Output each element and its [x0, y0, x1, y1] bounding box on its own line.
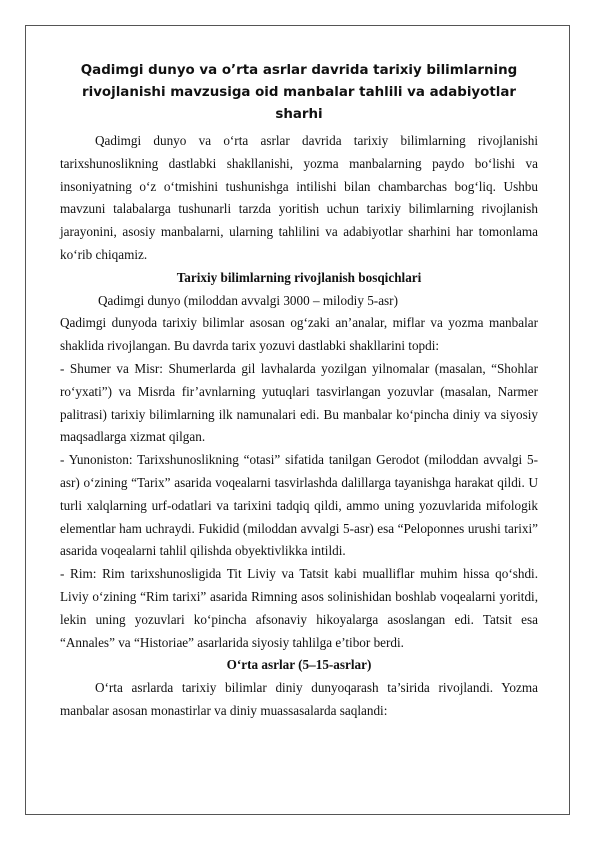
medieval-paragraph: O‘rta asrlarda tarixiy bilimlar diniy dunyoqarash ta’sirida rivojlandi. Yozma manbalar asosan monastirlar va diniy muassasalarda saqlandi:	[60, 680, 538, 718]
intro-paragraph: Qadimgi dunyo va o‘rta asrlar davrida tarixiy bilimlarning rivojlanishi tarixshunoslikning dastlabki shakllanishi, yozma manbalarning paydo bo‘lishi va insoniyatning o‘z o‘tmishini tushunishga intilishi bilan chambarchas bog‘liq. Ushbu mavzuni talabalarga tushunarli tarzda yoritish uchun tarixiy bilimlarning rivojlanish jarayonini, asosiy manbalarni, ularning tahlilini va adabiyotlar sharhini har tomonlama ko‘rib chiqamiz.	[60, 133, 538, 262]
ancient-period-subheading: Qadimgi dunyo (miloddan avvalgi 3000 – milodiy 5-asr)	[98, 292, 398, 308]
section-heading-medieval: O‘rta asrlar (5–15-asrlar)	[226, 657, 372, 673]
sumer-egypt-paragraph: - Shumer va Misr: Shumerlarda gil lavhalarda yozilgan yilnomalar (masalan, “Shohlar ro‘yxati”) va Misrda fir’avnlarning yutuqlari tasvirlangan yozuvlar (masalan, Narmer palitrasi) tarixiy bilimlarning ilk namunalari edi. Bu manbalar ko‘pincha diniy va siyosiy maqsadlarga xizmat qilgan.	[60, 360, 538, 445]
rome-paragraph: - Rim: Rim tarixshunosligida Tit Liviy va Tatsit kabi mualliflar muhim hissa qo‘shdi. Liviy o‘zining “Rim tarixi” asarida Rimning asos solinishidan boshlab voqealarni yoritdi, lekin uning yozuvlari ko‘pincha afsonaviy hikoyalarga asoslangan edi. Tatsit esa “Annales” va “Historiae” asarlarida siyosiy tahlilga e’tibor berdi.	[60, 566, 538, 650]
section-heading-stages: Tarixiy bilimlarning rivojlanish bosqichlari	[176, 269, 422, 285]
document-content	[60, 60, 538, 723]
ancient-paragraph: Qadimgi dunyoda tarixiy bilimlar asosan og‘zaki an’analar, miflar va yozma manbalar shaklida rivojlangan. Bu davrda tarix yozuvi dastlabki shakllarini topdi:	[60, 315, 538, 354]
document-title: Qadimgi dunyo va o’rta asrlar davrida tarixiy bilimlarning rivojlanishi mavzusiga oid manbalar tahlili va adabiyotlar sharhi	[80, 63, 518, 122]
greece-paragraph: - Yunoniston: Tarixshunoslikning “otasi” sifatida tanilgan Gerodot (miloddan avvalgi 5-asr) o‘zining “Tarix” asarida voqealarni tasvirlashda dalillarga tayanishga harakat qildi. U turli xalqlarning urf-odatlari va tarixini tadqiq qildi, ammo uning yozuvlarida mifologik elementlar ham uchraydi. Fukidid (miloddan avvalgi 5-asr) esa “Peloponnes urushi tarixi” asarida voqealarni tahlil qilishda obyektivlikka intildi.	[60, 452, 538, 559]
